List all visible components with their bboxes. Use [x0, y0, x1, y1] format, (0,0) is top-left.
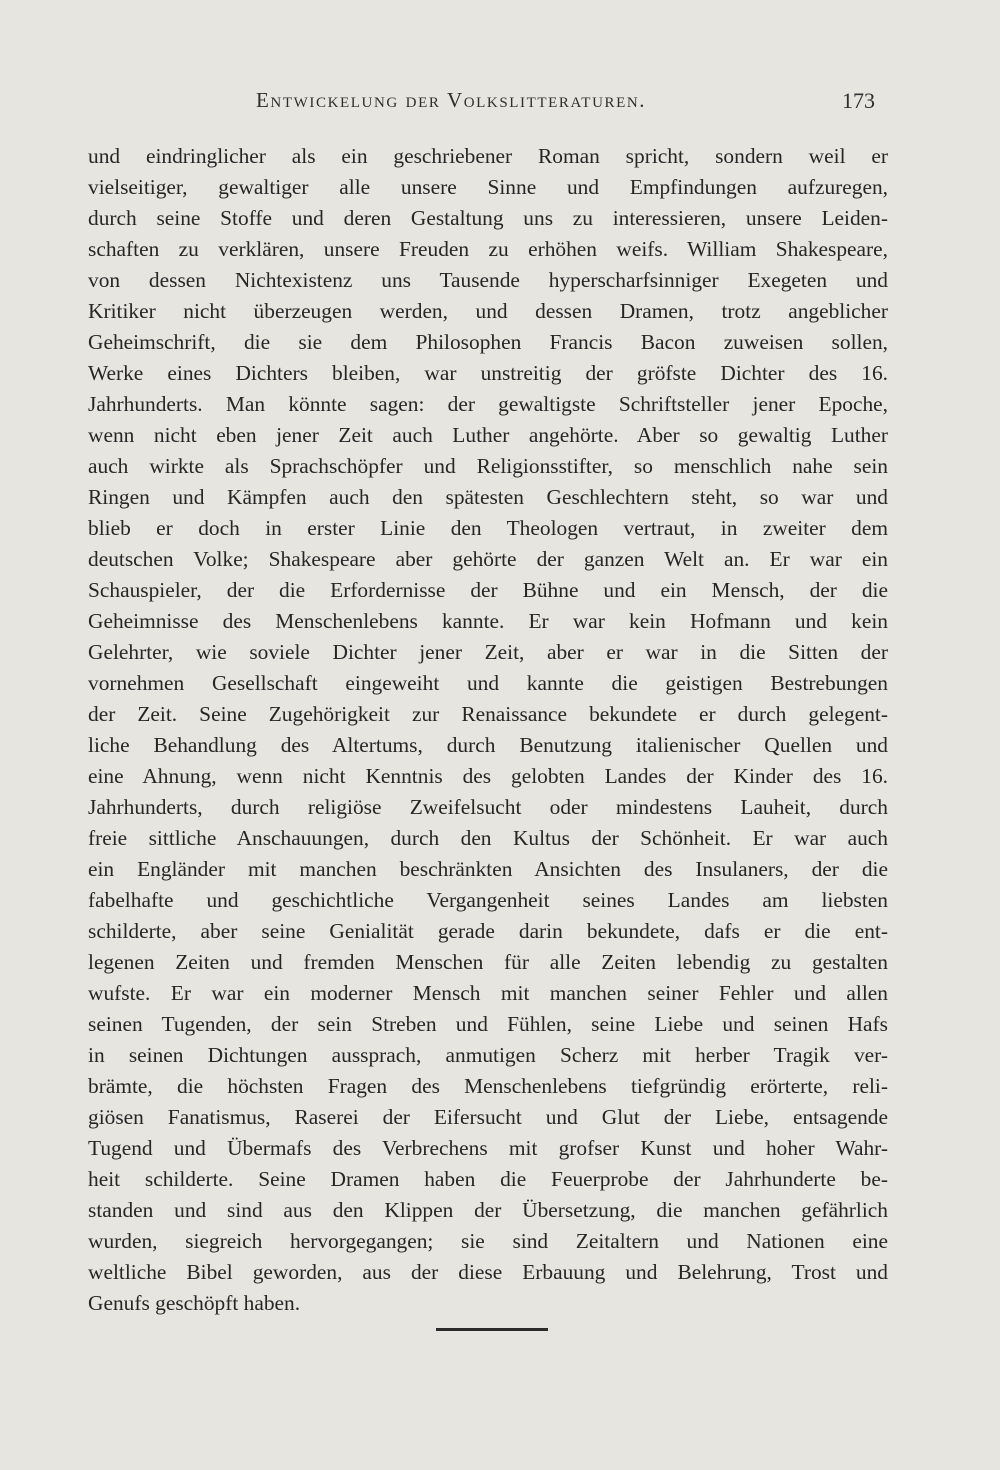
text-line: Ringen und Kämpfen auch den spätesten Geschlechtern steht, so war und: [88, 485, 888, 509]
text-line: schaften zu verklären, unsere Freuden zu erhöhen weifs. William Shakespeare,: [88, 237, 888, 261]
text-line: fabelhafte und geschichtliche Vergangenheit seines Landes am liebsten: [88, 888, 888, 912]
text-line: durch seine Stoffe und deren Gestaltung uns zu interessieren, unsere Leiden-: [88, 206, 888, 230]
text-line: liche Behandlung des Altertums, durch Benutzung italienischer Quellen und: [88, 733, 888, 757]
text-line: Tugend und Übermafs des Verbrechens mit grofser Kunst und hoher Wahr-: [88, 1136, 888, 1160]
text-line: Schauspieler, der die Erfordernisse der Bühne und ein Mensch, der die: [88, 578, 888, 602]
running-head: [0, 88, 1000, 118]
running-title: Entwickelung der Volkslitteraturen.: [256, 88, 647, 112]
text-line: wufste. Er war ein moderner Mensch mit manchen seiner Fehler und allen: [88, 981, 888, 1005]
text-line: Werke eines Dichters bleiben, war unstreitig der gröfste Dichter des 16.: [88, 361, 888, 385]
text-line: Jahrhunderts. Man könnte sagen: der gewaltigste Schriftsteller jener Epoche,: [88, 392, 888, 416]
end-rule: [436, 1328, 548, 1331]
text-line: freie sittliche Anschauungen, durch den Kultus der Schönheit. Er war auch: [88, 826, 888, 850]
text-line: Gelehrter, wie soviele Dichter jener Zeit, aber er war in die Sitten der: [88, 640, 888, 664]
text-line: schilderte, aber seine Genialität gerade darin bekundete, dafs er die ent-: [88, 919, 888, 943]
text-line: Geheimschrift, die sie dem Philosophen Francis Bacon zuweisen sollen,: [88, 330, 888, 354]
text-line: legenen Zeiten und fremden Menschen für alle Zeiten lebendig zu gestalten: [88, 950, 888, 974]
text-line-last: Genufs geschöpft haben.: [88, 1291, 301, 1315]
text-line: heit schilderte. Seine Dramen haben die Feuerprobe der Jahrhunderte be-: [88, 1167, 888, 1191]
text-line: in seinen Dichtungen aussprach, anmutigen Scherz mit herber Tragik ver-: [88, 1043, 888, 1067]
text-line: Jahrhunderts, durch religiöse Zweifelsucht oder mindestens Lauheit, durch: [88, 795, 888, 819]
text-line: auch wirkte als Sprachschöpfer und Religionsstifter, so menschlich nahe sein: [88, 454, 888, 478]
text-line: von dessen Nichtexistenz uns Tausende hyperscharfsinniger Exegeten und: [88, 268, 888, 292]
text-line: Geheimnisse des Menschenlebens kannte. Er war kein Hofmann und kein: [88, 609, 888, 633]
text-line: brämte, die höchsten Fragen des Menschenlebens tiefgründig erörterte, reli-: [88, 1074, 888, 1098]
text-line: standen und sind aus den Klippen der Übersetzung, die manchen gefährlich: [88, 1198, 888, 1222]
text-line: ein Engländer mit manchen beschränkten Ansichten des Insulaners, der die: [88, 857, 888, 881]
text-line: seinen Tugenden, der sein Streben und Fühlen, seine Liebe und seinen Hafs: [88, 1012, 888, 1036]
text-line: und eindringlicher als ein geschriebener Roman spricht, sondern weil er: [88, 144, 888, 168]
text-line: vornehmen Gesellschaft eingeweiht und kannte die geistigen Bestrebungen: [88, 671, 888, 695]
body-text: [88, 141, 888, 1319]
text-line: eine Ahnung, wenn nicht Kenntnis des gelobten Landes der Kinder des 16.: [88, 764, 888, 788]
text-line: der Zeit. Seine Zugehörigkeit zur Renaissance bekundete er durch gelegent-: [88, 702, 888, 726]
text-line: blieb er doch in erster Linie den Theologen vertraut, in zweiter dem: [88, 516, 888, 540]
text-line: wurden, siegreich hervorgegangen; sie sind Zeitaltern und Nationen eine: [88, 1229, 888, 1253]
page-number: 173: [842, 88, 875, 113]
text-line: Kritiker nicht überzeugen werden, und dessen Dramen, trotz angeblicher: [88, 299, 888, 323]
text-line: weltliche Bibel geworden, aus der diese Erbauung und Belehrung, Trost und: [88, 1260, 888, 1284]
text-line: vielseitiger, gewaltiger alle unsere Sinne und Empfindungen aufzuregen,: [88, 175, 888, 199]
text-line: deutschen Volke; Shakespeare aber gehörte der ganzen Welt an. Er war ein: [88, 547, 888, 571]
text-line: giösen Fanatismus, Raserei der Eifersucht und Glut der Liebe, entsagende: [88, 1105, 888, 1129]
text-line: wenn nicht eben jener Zeit auch Luther angehörte. Aber so gewaltig Luther: [88, 423, 888, 447]
